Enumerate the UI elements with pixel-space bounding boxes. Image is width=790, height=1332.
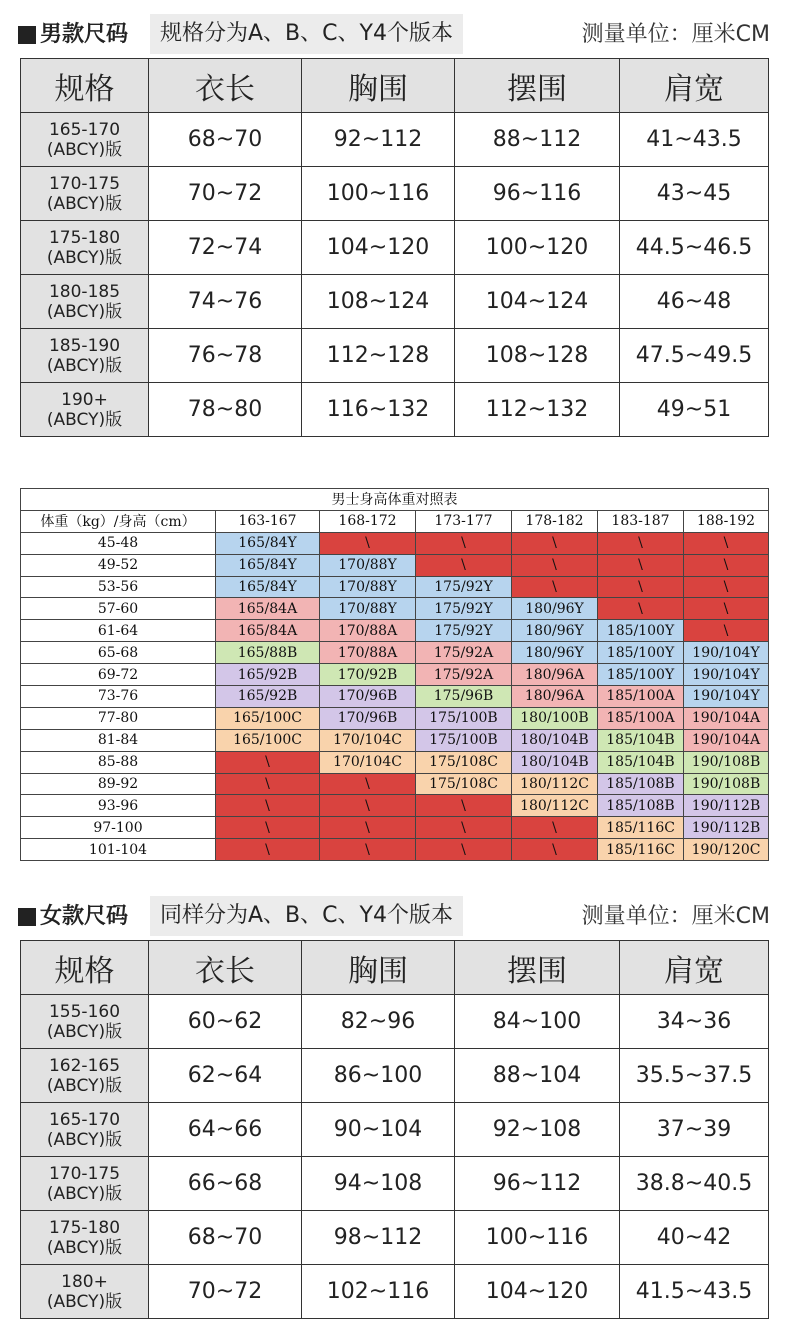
spec-range: 175-180 [48, 1217, 121, 1238]
hem-cell: 88~112 [455, 113, 620, 167]
size-cell: 170/96B [320, 707, 416, 729]
table-row [21, 113, 769, 167]
shoulder-cell: 38.8~40.5 [620, 1157, 769, 1211]
size-cell: 170/88A [320, 620, 416, 642]
table-row [21, 995, 769, 1049]
length-cell: 64~66 [149, 1103, 302, 1157]
size-cell: 170/92B [320, 664, 416, 686]
shoulder-cell: 43~45 [620, 167, 769, 221]
spec-version: (ABCY)版 [46, 139, 123, 160]
men-unit: 测量单位：厘米CM [581, 22, 770, 47]
weight-label: 61-64 [21, 620, 216, 642]
header-hem: 摆围 [455, 941, 620, 995]
size-cell: 170/104C [320, 729, 416, 751]
table-row [21, 839, 769, 861]
size-cell: 165/100C [216, 729, 320, 751]
size-cell: 165/84A [216, 598, 320, 620]
size-cell: 165/84A [216, 620, 320, 642]
shoulder-cell: 37~39 [620, 1103, 769, 1157]
not-applicable-cell: \ [684, 598, 769, 620]
chart-title: 男士身高体重对照表 [21, 489, 769, 511]
chest-cell: 92~112 [302, 113, 455, 167]
weight-label: 77-80 [21, 707, 216, 729]
size-cell: 185/100A [598, 686, 684, 708]
table-row [21, 598, 769, 620]
size-cell: 185/116C [598, 817, 684, 839]
shoulder-cell: 40~42 [620, 1211, 769, 1265]
shoulder-cell: 47.5~49.5 [620, 329, 769, 383]
spec-range: 180+ [61, 1271, 108, 1292]
table-row [21, 642, 769, 664]
men-section-header [18, 14, 770, 56]
header-spec: 规格 [21, 59, 149, 113]
not-applicable-cell: \ [598, 532, 684, 554]
weight-label: 57-60 [21, 598, 216, 620]
header-chest: 胸围 [302, 59, 455, 113]
size-cell: 175/96B [416, 686, 512, 708]
table-header-row [21, 941, 769, 995]
table-row [21, 664, 769, 686]
spec-version: (ABCY)版 [46, 409, 123, 430]
not-applicable-cell: \ [320, 817, 416, 839]
shoulder-cell: 44.5~46.5 [620, 221, 769, 275]
table-row [21, 221, 769, 275]
size-cell: 190/104A [684, 729, 769, 751]
size-cell: 185/116C [598, 839, 684, 861]
chest-cell: 94~108 [302, 1157, 455, 1211]
hem-cell: 84~100 [455, 995, 620, 1049]
size-cell: 185/104B [598, 729, 684, 751]
weight-label: 49-52 [21, 554, 216, 576]
chest-cell: 112~128 [302, 329, 455, 383]
spec-version: (ABCY)版 [46, 1291, 123, 1312]
weight-label: 53-56 [21, 576, 216, 598]
header-length: 衣长 [149, 941, 302, 995]
spec-cell [21, 329, 149, 383]
size-cell: 165/88B [216, 642, 320, 664]
chest-cell: 100~116 [302, 167, 455, 221]
size-cell: 185/100Y [598, 664, 684, 686]
not-applicable-cell: \ [684, 532, 769, 554]
size-cell: 180/112C [512, 773, 598, 795]
not-applicable-cell: \ [320, 532, 416, 554]
not-applicable-cell: \ [320, 773, 416, 795]
not-applicable-cell: \ [416, 554, 512, 576]
table-row [21, 576, 769, 598]
spec-range: 170-175 [48, 173, 121, 194]
spec-cell [21, 113, 149, 167]
size-cell: 165/84Y [216, 532, 320, 554]
size-cell: 190/104Y [684, 664, 769, 686]
shoulder-cell: 41.5~43.5 [620, 1265, 769, 1319]
table-header-row [21, 59, 769, 113]
size-cell: 190/104Y [684, 686, 769, 708]
men-note: 规格分为A、B、C、Y4个版本 [150, 14, 463, 54]
size-cell: 180/96Y [512, 620, 598, 642]
weight-label: 81-84 [21, 729, 216, 751]
length-cell: 60~62 [149, 995, 302, 1049]
size-cell: 170/88Y [320, 598, 416, 620]
men-title: 男款尺码 [40, 22, 129, 47]
spec-range: 190+ [61, 389, 108, 410]
length-cell: 78~80 [149, 383, 302, 437]
not-applicable-cell: \ [216, 795, 320, 817]
spec-cell [21, 1265, 149, 1319]
weight-label: 85-88 [21, 751, 216, 773]
weight-label: 73-76 [21, 686, 216, 708]
length-cell: 70~72 [149, 167, 302, 221]
size-cell: 175/92A [416, 664, 512, 686]
not-applicable-cell: \ [684, 620, 769, 642]
size-cell: 190/108B [684, 773, 769, 795]
length-cell: 74~76 [149, 275, 302, 329]
shoulder-cell: 35.5~37.5 [620, 1049, 769, 1103]
size-cell: 185/100Y [598, 620, 684, 642]
hem-cell: 96~116 [455, 167, 620, 221]
hem-cell: 92~108 [455, 1103, 620, 1157]
spec-version: (ABCY)版 [46, 1075, 123, 1096]
table-row [21, 795, 769, 817]
size-cell: 170/88Y [320, 576, 416, 598]
length-cell: 72~74 [149, 221, 302, 275]
weight-label: 101-104 [21, 839, 216, 861]
shoulder-cell: 34~36 [620, 995, 769, 1049]
table-row [21, 1211, 769, 1265]
size-cell: 185/108B [598, 795, 684, 817]
spec-version: (ABCY)版 [46, 355, 123, 376]
weight-label: 69-72 [21, 664, 216, 686]
table-row [21, 1049, 769, 1103]
size-cell: 165/84Y [216, 554, 320, 576]
size-cell: 175/92A [416, 642, 512, 664]
spec-cell [21, 995, 149, 1049]
size-cell: 175/92Y [416, 598, 512, 620]
size-cell: 185/108B [598, 773, 684, 795]
spec-range: 165-170 [48, 119, 121, 140]
height-weight-chart [20, 488, 769, 861]
size-cell: 175/92Y [416, 620, 512, 642]
size-cell: 170/104C [320, 751, 416, 773]
length-cell: 68~70 [149, 1211, 302, 1265]
not-applicable-cell: \ [320, 839, 416, 861]
table-row [21, 729, 769, 751]
size-cell: 180/96A [512, 686, 598, 708]
spec-cell [21, 1103, 149, 1157]
not-applicable-cell: \ [684, 576, 769, 598]
length-cell: 70~72 [149, 1265, 302, 1319]
height-header: 183-187 [598, 510, 684, 532]
length-cell: 76~78 [149, 329, 302, 383]
table-row [21, 1157, 769, 1211]
height-header: 173-177 [416, 510, 512, 532]
size-cell: 180/96A [512, 664, 598, 686]
spec-range: 180-185 [48, 281, 121, 302]
spec-cell [21, 167, 149, 221]
length-cell: 66~68 [149, 1157, 302, 1211]
not-applicable-cell: \ [512, 532, 598, 554]
size-cell: 190/104Y [684, 642, 769, 664]
spec-range: 155-160 [48, 1001, 121, 1022]
hem-cell: 96~112 [455, 1157, 620, 1211]
table-row [21, 686, 769, 708]
height-header: 163-167 [216, 510, 320, 532]
table-row [21, 707, 769, 729]
size-cell: 180/96Y [512, 642, 598, 664]
size-cell: 175/108C [416, 751, 512, 773]
height-header: 168-172 [320, 510, 416, 532]
not-applicable-cell: \ [512, 839, 598, 861]
size-cell: 175/100B [416, 707, 512, 729]
table-row [21, 275, 769, 329]
spec-range: 162-165 [48, 1055, 121, 1076]
spec-cell [21, 1211, 149, 1265]
women-section-header [18, 896, 770, 938]
spec-cell [21, 383, 149, 437]
chest-cell: 98~112 [302, 1211, 455, 1265]
not-applicable-cell: \ [216, 773, 320, 795]
square-bullet-icon [18, 908, 36, 926]
women-unit: 测量单位：厘米CM [581, 904, 770, 929]
size-cell: 165/84Y [216, 576, 320, 598]
header-shoulder: 肩宽 [620, 941, 769, 995]
size-cell: 185/100A [598, 707, 684, 729]
header-length: 衣长 [149, 59, 302, 113]
weight-label: 97-100 [21, 817, 216, 839]
size-cell: 190/104A [684, 707, 769, 729]
table-row [21, 532, 769, 554]
spec-version: (ABCY)版 [46, 1129, 123, 1150]
table-row [21, 167, 769, 221]
not-applicable-cell: \ [598, 554, 684, 576]
table-row [21, 1103, 769, 1157]
size-cell: 190/112B [684, 795, 769, 817]
size-cell: 185/104B [598, 751, 684, 773]
women-note: 同样分为A、B、C、Y4个版本 [150, 896, 463, 936]
header-spec: 规格 [21, 941, 149, 995]
spec-cell [21, 1049, 149, 1103]
spec-version: (ABCY)版 [46, 247, 123, 268]
not-applicable-cell: \ [512, 554, 598, 576]
shoulder-cell: 49~51 [620, 383, 769, 437]
not-applicable-cell: \ [416, 795, 512, 817]
spec-version: (ABCY)版 [46, 1237, 123, 1258]
chart-corner-label: 体重（kg）/身高（cm） [21, 510, 216, 532]
spec-cell [21, 275, 149, 329]
hem-cell: 112~132 [455, 383, 620, 437]
weight-label: 89-92 [21, 773, 216, 795]
women-title: 女款尺码 [40, 904, 129, 929]
size-cell: 180/96Y [512, 598, 598, 620]
spec-range: 165-170 [48, 1109, 121, 1130]
length-cell: 62~64 [149, 1049, 302, 1103]
size-cell: 190/112B [684, 817, 769, 839]
height-header: 178-182 [512, 510, 598, 532]
size-cell: 165/92B [216, 686, 320, 708]
table-row [21, 1265, 769, 1319]
table-row [21, 383, 769, 437]
shoulder-cell: 46~48 [620, 275, 769, 329]
size-cell: 175/100B [416, 729, 512, 751]
height-header: 188-192 [684, 510, 769, 532]
spec-cell [21, 221, 149, 275]
not-applicable-cell: \ [216, 839, 320, 861]
size-cell: 170/96B [320, 686, 416, 708]
table-row [21, 773, 769, 795]
not-applicable-cell: \ [416, 532, 512, 554]
chest-cell: 104~120 [302, 221, 455, 275]
not-applicable-cell: \ [598, 598, 684, 620]
spec-range: 175-180 [48, 227, 121, 248]
size-cell: 165/100C [216, 707, 320, 729]
weight-label: 93-96 [21, 795, 216, 817]
chart-header-row [21, 510, 769, 532]
spec-range: 185-190 [48, 335, 121, 356]
spec-version: (ABCY)版 [46, 193, 123, 214]
hem-cell: 104~120 [455, 1265, 620, 1319]
women-size-table [20, 940, 769, 1319]
table-row [21, 817, 769, 839]
size-cell: 185/100Y [598, 642, 684, 664]
spec-version: (ABCY)版 [46, 301, 123, 322]
chest-cell: 82~96 [302, 995, 455, 1049]
chest-cell: 90~104 [302, 1103, 455, 1157]
hem-cell: 100~116 [455, 1211, 620, 1265]
size-cell: 175/92Y [416, 576, 512, 598]
size-cell: 180/100B [512, 707, 598, 729]
hem-cell: 104~124 [455, 275, 620, 329]
not-applicable-cell: \ [598, 576, 684, 598]
spec-version: (ABCY)版 [46, 1021, 123, 1042]
header-chest: 胸围 [302, 941, 455, 995]
header-shoulder: 肩宽 [620, 59, 769, 113]
weight-label: 45-48 [21, 532, 216, 554]
table-row [21, 751, 769, 773]
size-cell: 170/88A [320, 642, 416, 664]
table-row [21, 620, 769, 642]
size-cell: 175/108C [416, 773, 512, 795]
size-cell: 190/108B [684, 751, 769, 773]
shoulder-cell: 41~43.5 [620, 113, 769, 167]
chest-cell: 86~100 [302, 1049, 455, 1103]
size-cell: 180/112C [512, 795, 598, 817]
chest-cell: 108~124 [302, 275, 455, 329]
men-size-table [20, 58, 769, 437]
not-applicable-cell: \ [512, 817, 598, 839]
not-applicable-cell: \ [416, 817, 512, 839]
hem-cell: 100~120 [455, 221, 620, 275]
not-applicable-cell: \ [512, 576, 598, 598]
header-hem: 摆围 [455, 59, 620, 113]
size-cell: 180/104B [512, 729, 598, 751]
size-cell: 165/92B [216, 664, 320, 686]
size-cell: 190/120C [684, 839, 769, 861]
hem-cell: 88~104 [455, 1049, 620, 1103]
length-cell: 68~70 [149, 113, 302, 167]
table-row [21, 329, 769, 383]
chest-cell: 116~132 [302, 383, 455, 437]
not-applicable-cell: \ [684, 554, 769, 576]
not-applicable-cell: \ [216, 817, 320, 839]
weight-label: 65-68 [21, 642, 216, 664]
not-applicable-cell: \ [320, 795, 416, 817]
size-cell: 170/88Y [320, 554, 416, 576]
not-applicable-cell: \ [216, 751, 320, 773]
hem-cell: 108~128 [455, 329, 620, 383]
spec-cell [21, 1157, 149, 1211]
spec-version: (ABCY)版 [46, 1183, 123, 1204]
spec-range: 170-175 [48, 1163, 121, 1184]
chest-cell: 102~116 [302, 1265, 455, 1319]
square-bullet-icon [18, 26, 36, 44]
size-cell: 180/104B [512, 751, 598, 773]
not-applicable-cell: \ [416, 839, 512, 861]
table-row [21, 554, 769, 576]
